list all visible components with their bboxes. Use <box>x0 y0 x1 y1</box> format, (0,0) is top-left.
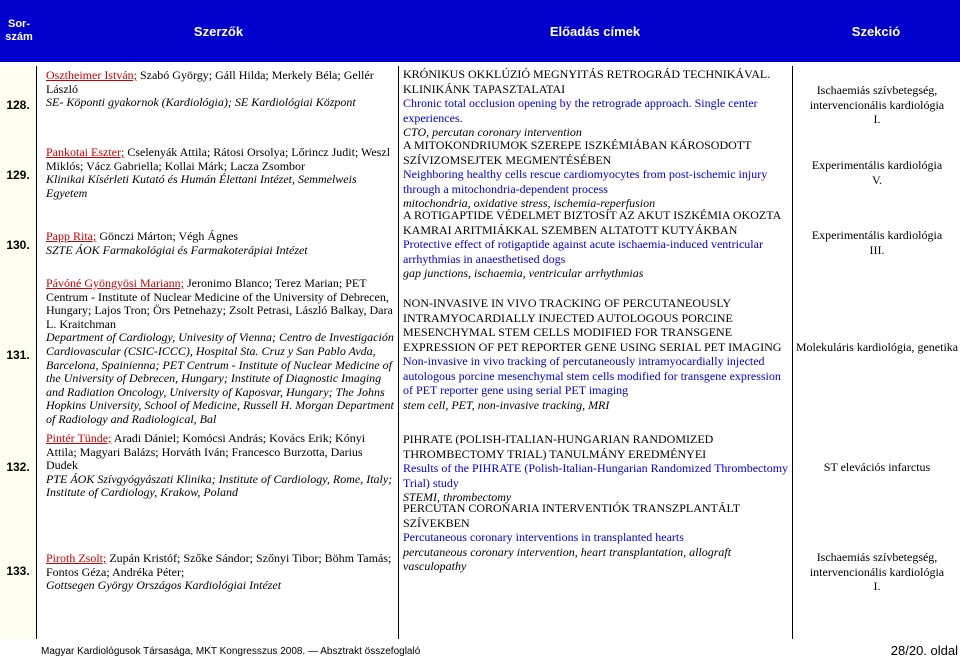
institution: Department of Cardiology, Univesity of Vienna; Centro de Investigación Cardiovascular (CSIC-ICCC), Hospital Sta. Cruz y San Pablo Avda, Barcelona, Spainienna; PET Centrum - Institute of Nuclear Medicine of the University of Debrecen, Hungary; Institute of Diagnostic Imaging and Radiation Oncology, University of Kaposvar, Hungary; The Johns Hopkins University, School of Medicine, Russell H. Morgan Department of Radiology and Radiological, Bal <box>46 330 394 426</box>
keywords: percutaneous coronary intervention, heart transplantation, allograft vasculopathy <box>403 544 732 573</box>
authors-cell <box>46 230 396 257</box>
section-cell: Ischaemiás szívbetegség, intervencionális kardiológia I. <box>809 83 945 126</box>
institution: SZTE ÁOK Farmakológiai és Farmakoterápiai Intézet <box>46 242 308 257</box>
title-cell <box>403 432 789 505</box>
header-sorszam: Sor- szám <box>5 18 33 43</box>
row-number: 130. <box>6 238 30 252</box>
column-divider <box>398 66 399 639</box>
first-author: Pankotai Eszter; <box>46 145 125 159</box>
table-header <box>0 0 960 62</box>
row-number: 131. <box>6 348 30 362</box>
row-number: 128. <box>6 98 30 112</box>
first-author: Osztheimer István; <box>46 68 137 82</box>
first-author: Piroth Zsolt; <box>46 551 107 565</box>
title-cell <box>403 208 789 281</box>
title-hungarian: A MITOKONDRIUMOK SZEREPE ISZKÉMIÁBAN KÁROSODOTT SZÍVIZOMSEJTEK MEGMENTÉSÉBEN <box>403 138 752 167</box>
authors-cell <box>46 277 396 427</box>
title-cell <box>403 296 789 412</box>
title-cell <box>403 67 789 140</box>
header-szekcio: Szekció <box>851 23 901 39</box>
header-eloadas-cimek: Előadás címek <box>549 23 641 39</box>
keywords: STEMI, thrombectomy <box>403 490 512 504</box>
row-number: 132. <box>6 460 30 474</box>
title-cell <box>403 138 789 211</box>
row-number: 133. <box>6 564 30 578</box>
title-hungarian: NON-INVASIVE IN VIVO TRACKING OF PERCUTANEOUSLY INTRAMYOCARDIALLY INJECTED AUTOLOGOUS PORCINE MESENCHYMAL STEM CELLS MODIFIED FOR TRANSGENE EXPRESSION OF PET REPORTER GENE USING SERIAL PET IMAGING <box>403 296 782 354</box>
section-cell: Ischaemiás szívbetegség, intervencionális kardiológia I. <box>809 550 945 593</box>
authors-cell <box>46 432 396 500</box>
institution: PTE ÁOK Szívgyógyászati Klinika; Institute of Cardiology, Rome, Italy; Institute of Cardiology, Krakow, Poland <box>46 471 393 500</box>
first-author: Pávóné Gyöngyösi Mariann; <box>46 276 184 290</box>
section-cell: Experimentális kardiológia V. <box>811 158 943 187</box>
title-english: Protective effect of rotigaptide against acute ischaemia-induced ventricular arrhythmias in anaesthetised dogs <box>403 237 763 266</box>
coauthors: Szabó György; Gáll Hilda; Merkely Béla; Gellér László <box>46 68 374 96</box>
coauthors: Aradi Dániel; Komócsi András; Kovács Erik; Kónyi Attila; Magyari Balázs; Horváth Iván; Francesco Burzotta, Darius Dudek <box>46 431 366 473</box>
keywords: gap junctions, ischaemia, ventricular arrhythmias <box>403 266 644 280</box>
coauthors: Zupán Kristóf; Szőke Sándor; Szőnyi Tibor; Böhm Tamás; Fontos Géza; Andréka Péter; <box>46 551 392 579</box>
column-divider <box>792 66 793 639</box>
title-english: Neighboring healthy cells rescue cardiomyocytes from post-ischemic injury through a mitochondria-dependent process <box>403 167 768 196</box>
title-hungarian: KRÓNIKUS OKKLÚZIÓ MEGNYITÁS RETROGRÁD TECHNIKÁVAL. KLINIKÁNK TAPASZTALATAI <box>403 67 771 96</box>
keywords: mitochondria, oxidative stress, ischemia-reperfusion <box>403 196 656 210</box>
title-english: Non-invasive in vivo tracking of percutaneously intramyocardially injected autologous porcine mesenchymal stem cells modified for transgene expression of PET reporter gene using serial PET imaging <box>403 354 781 397</box>
keywords: CTO, percutan coronary intervention <box>403 125 582 139</box>
page-footer <box>0 643 960 659</box>
section-cell: Molekuláris kardiológia, genetika <box>795 340 959 354</box>
first-author: Papp Rita; <box>46 229 97 243</box>
coauthors: Gönczi Márton; Végh Ágnes <box>96 229 239 243</box>
title-cell <box>403 501 789 574</box>
section-cell: ST elevációs infarctus <box>823 460 931 474</box>
title-hungarian: A ROTIGAPTIDE VÉDELMET BIZTOSÍT AZ AKUT ISZKÉMIA OKOZTA KAMRAI ARITMIÁKKAL SZEMBEN ALTATOTT KUTYÁKBAN <box>403 208 781 237</box>
title-english: Results of the PIHRATE (Polish-Italian-Hungarian Randomized Thrombectomy Trial) study <box>403 461 789 490</box>
authors-cell <box>46 146 396 200</box>
authors-cell <box>46 69 396 110</box>
footer-text: Magyar Kardiológusok Társasága, MKT Kongresszus 2008. — Absztrakt összefoglaló <box>41 646 421 657</box>
title-english: Percutaneous coronary interventions in transplanted hearts <box>403 530 684 544</box>
authors-cell <box>46 552 396 593</box>
institution: Klinikai Kísérleti Kutató és Humán Élettani Intézet, Semmelweis Egyetem <box>46 172 357 200</box>
title-english: Chronic total occlusion opening by the retrograde approach. Single center experiences. <box>403 96 758 125</box>
row-number: 129. <box>6 168 30 182</box>
title-hungarian: PERCUTAN CORONARIA INTERVENTIÓK TRANSZPLANTÁLT SZÍVEKBEN <box>403 501 740 530</box>
institution: SE- Köponti gyakornok (Kardiológia); SE Kardiológiai Központ <box>46 95 356 110</box>
coauthors: Cselenyák Attila; Rátosi Orsolya; Lőrincz Judit; Weszl Miklós; Vácz Gabriella; Kollai Márk; Lacza Zsombor <box>46 145 391 173</box>
header-szerzok: Szerzők <box>193 23 244 39</box>
page-number: 28/20. oldal <box>890 643 958 658</box>
section-cell: Experimentális kardiológia III. <box>811 228 943 257</box>
institution: Gottsegen György Országos Kardiológiai Intézet <box>46 578 282 593</box>
column-divider <box>36 66 37 639</box>
title-hungarian: PIHRATE (POLISH-ITALIAN-HUNGARIAN RANDOMIZED THROMBECTOMY TRIAL) TANULMÁNY EREDMÉNYEI <box>403 432 714 461</box>
first-author: Pintér Tünde; <box>46 431 112 445</box>
coauthors: Jeronimo Blanco; Terez Marian; PET Centrum - Institute of Nuclear Medicine of the University of Debrecen, Hungary; Lajos Tron; Örs Petnehazy; Zsolt Petrasi, László Balkay, Dara L. Kraitchman <box>46 276 393 331</box>
keywords: stem cell, PET, non-invasive tracking, MRI <box>403 397 610 412</box>
